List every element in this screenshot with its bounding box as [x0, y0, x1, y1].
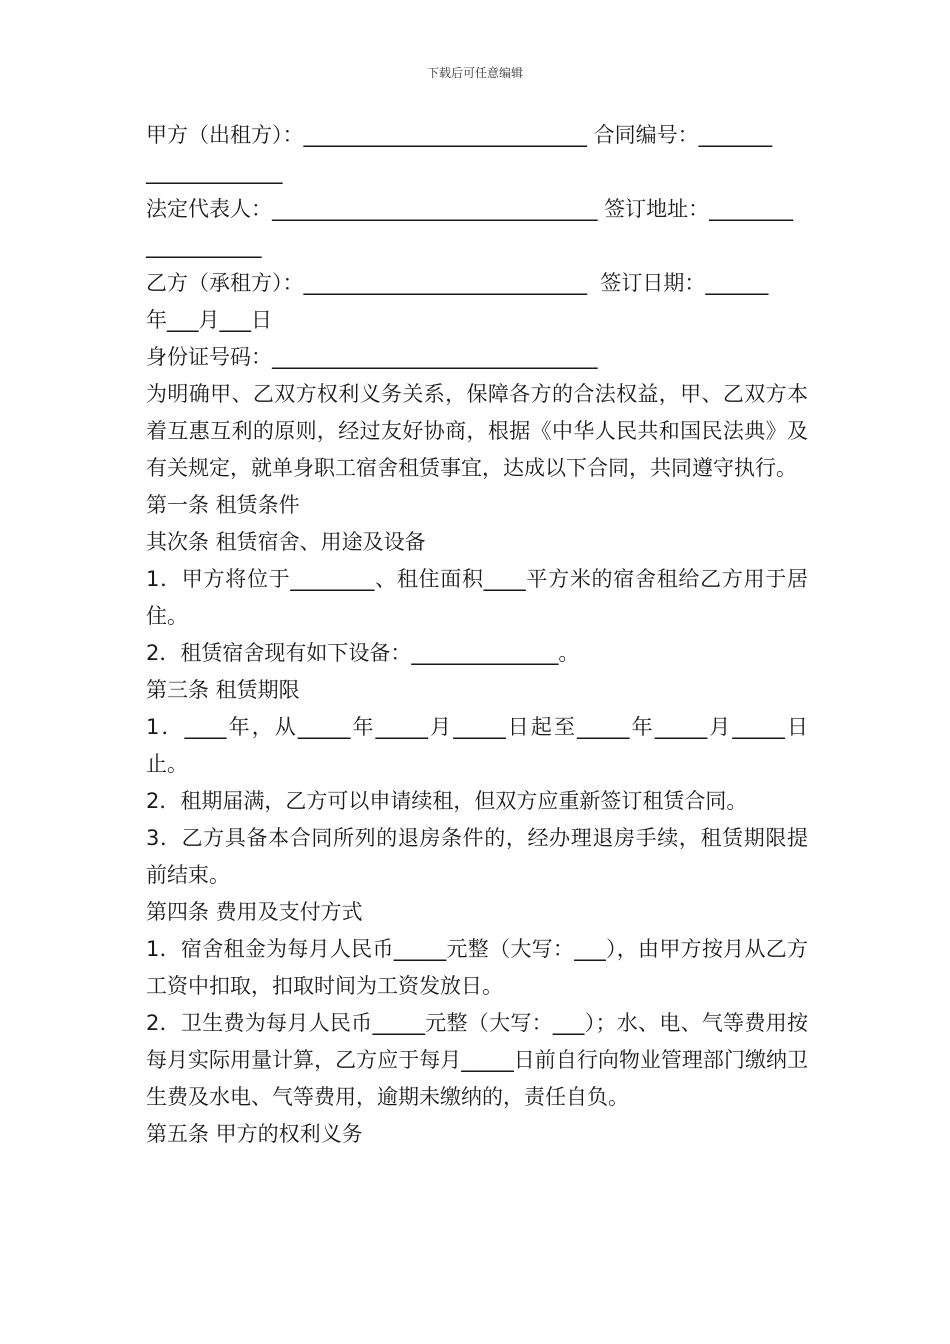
article-4-title: 第四条 费用及支付方式: [146, 900, 363, 924]
party-a-line: 甲方（出租方）：___________________________ 合同编号：_______: [146, 123, 773, 147]
party-b-line: 乙方（承租方）：___________________________ 签订日期：______: [146, 271, 769, 295]
article-2-item-1: 1．甲方将位于________、租住面积____平方米的宿舍租给乙方用于居住。: [146, 567, 808, 628]
id-number-line: 身份证号码：_______________________________: [146, 345, 598, 369]
article-3-item-3: 3．乙方具备本合同所列的退房条件的，经办理退房手续，租赁期限提前结束。: [146, 826, 808, 887]
article-2-title: 其次条 租赁宿舍、用途及设备: [146, 530, 426, 554]
article-3-item-2: 2．租期届满，乙方可以申请续租，但双方应重新签订租赁合同。: [146, 789, 748, 813]
article-1-title: 第一条 租赁条件: [146, 493, 300, 517]
header-note: 下载后可任意编辑: [426, 66, 523, 80]
article-4-item-1: 1．宿舍租金为每月人民币_____元整（大写：___），由甲方按月从乙方工资中扣取，扣取时间为工资发放日。: [146, 937, 808, 998]
article-3-item-1: 1．____年，从_____年_____月_____日起至_____年_____月_____日止。: [146, 715, 808, 776]
intro-paragraph: 为明确甲、乙双方权利义务关系，保障各方的合法权益，甲、乙双方本着互惠互利的原则，经过友好协商，根据《中华人民共和国民法典》及有关规定，就单身职工宿舍租赁事宜，达成以下合同，共同遵守执行。: [146, 382, 808, 480]
article-5-title: 第五条 甲方的权利义务: [146, 1122, 363, 1146]
article-3-title: 第三条 租赁期限: [146, 678, 300, 702]
contract-body: [146, 117, 808, 1153]
article-4-item-2: 2．卫生费为每月人民币_____元整（大写：___）；水、电、气等费用按每月实际用量计算，乙方应于每月_____日前自行向物业管理部门缴纳卫生费及水电、气等费用，逾期未缴纳的，责任自负。: [146, 1011, 808, 1109]
representative-line: 法定代表人：_______________________________ 签订地址：________: [146, 197, 794, 221]
article-2-item-2: 2．租赁宿舍现有如下设备：______________。: [146, 641, 580, 665]
sign-date-line: 年___月___日: [146, 308, 272, 332]
representative-line-cont: ___________: [146, 234, 262, 258]
party-a-line-cont: _____________: [146, 160, 283, 184]
